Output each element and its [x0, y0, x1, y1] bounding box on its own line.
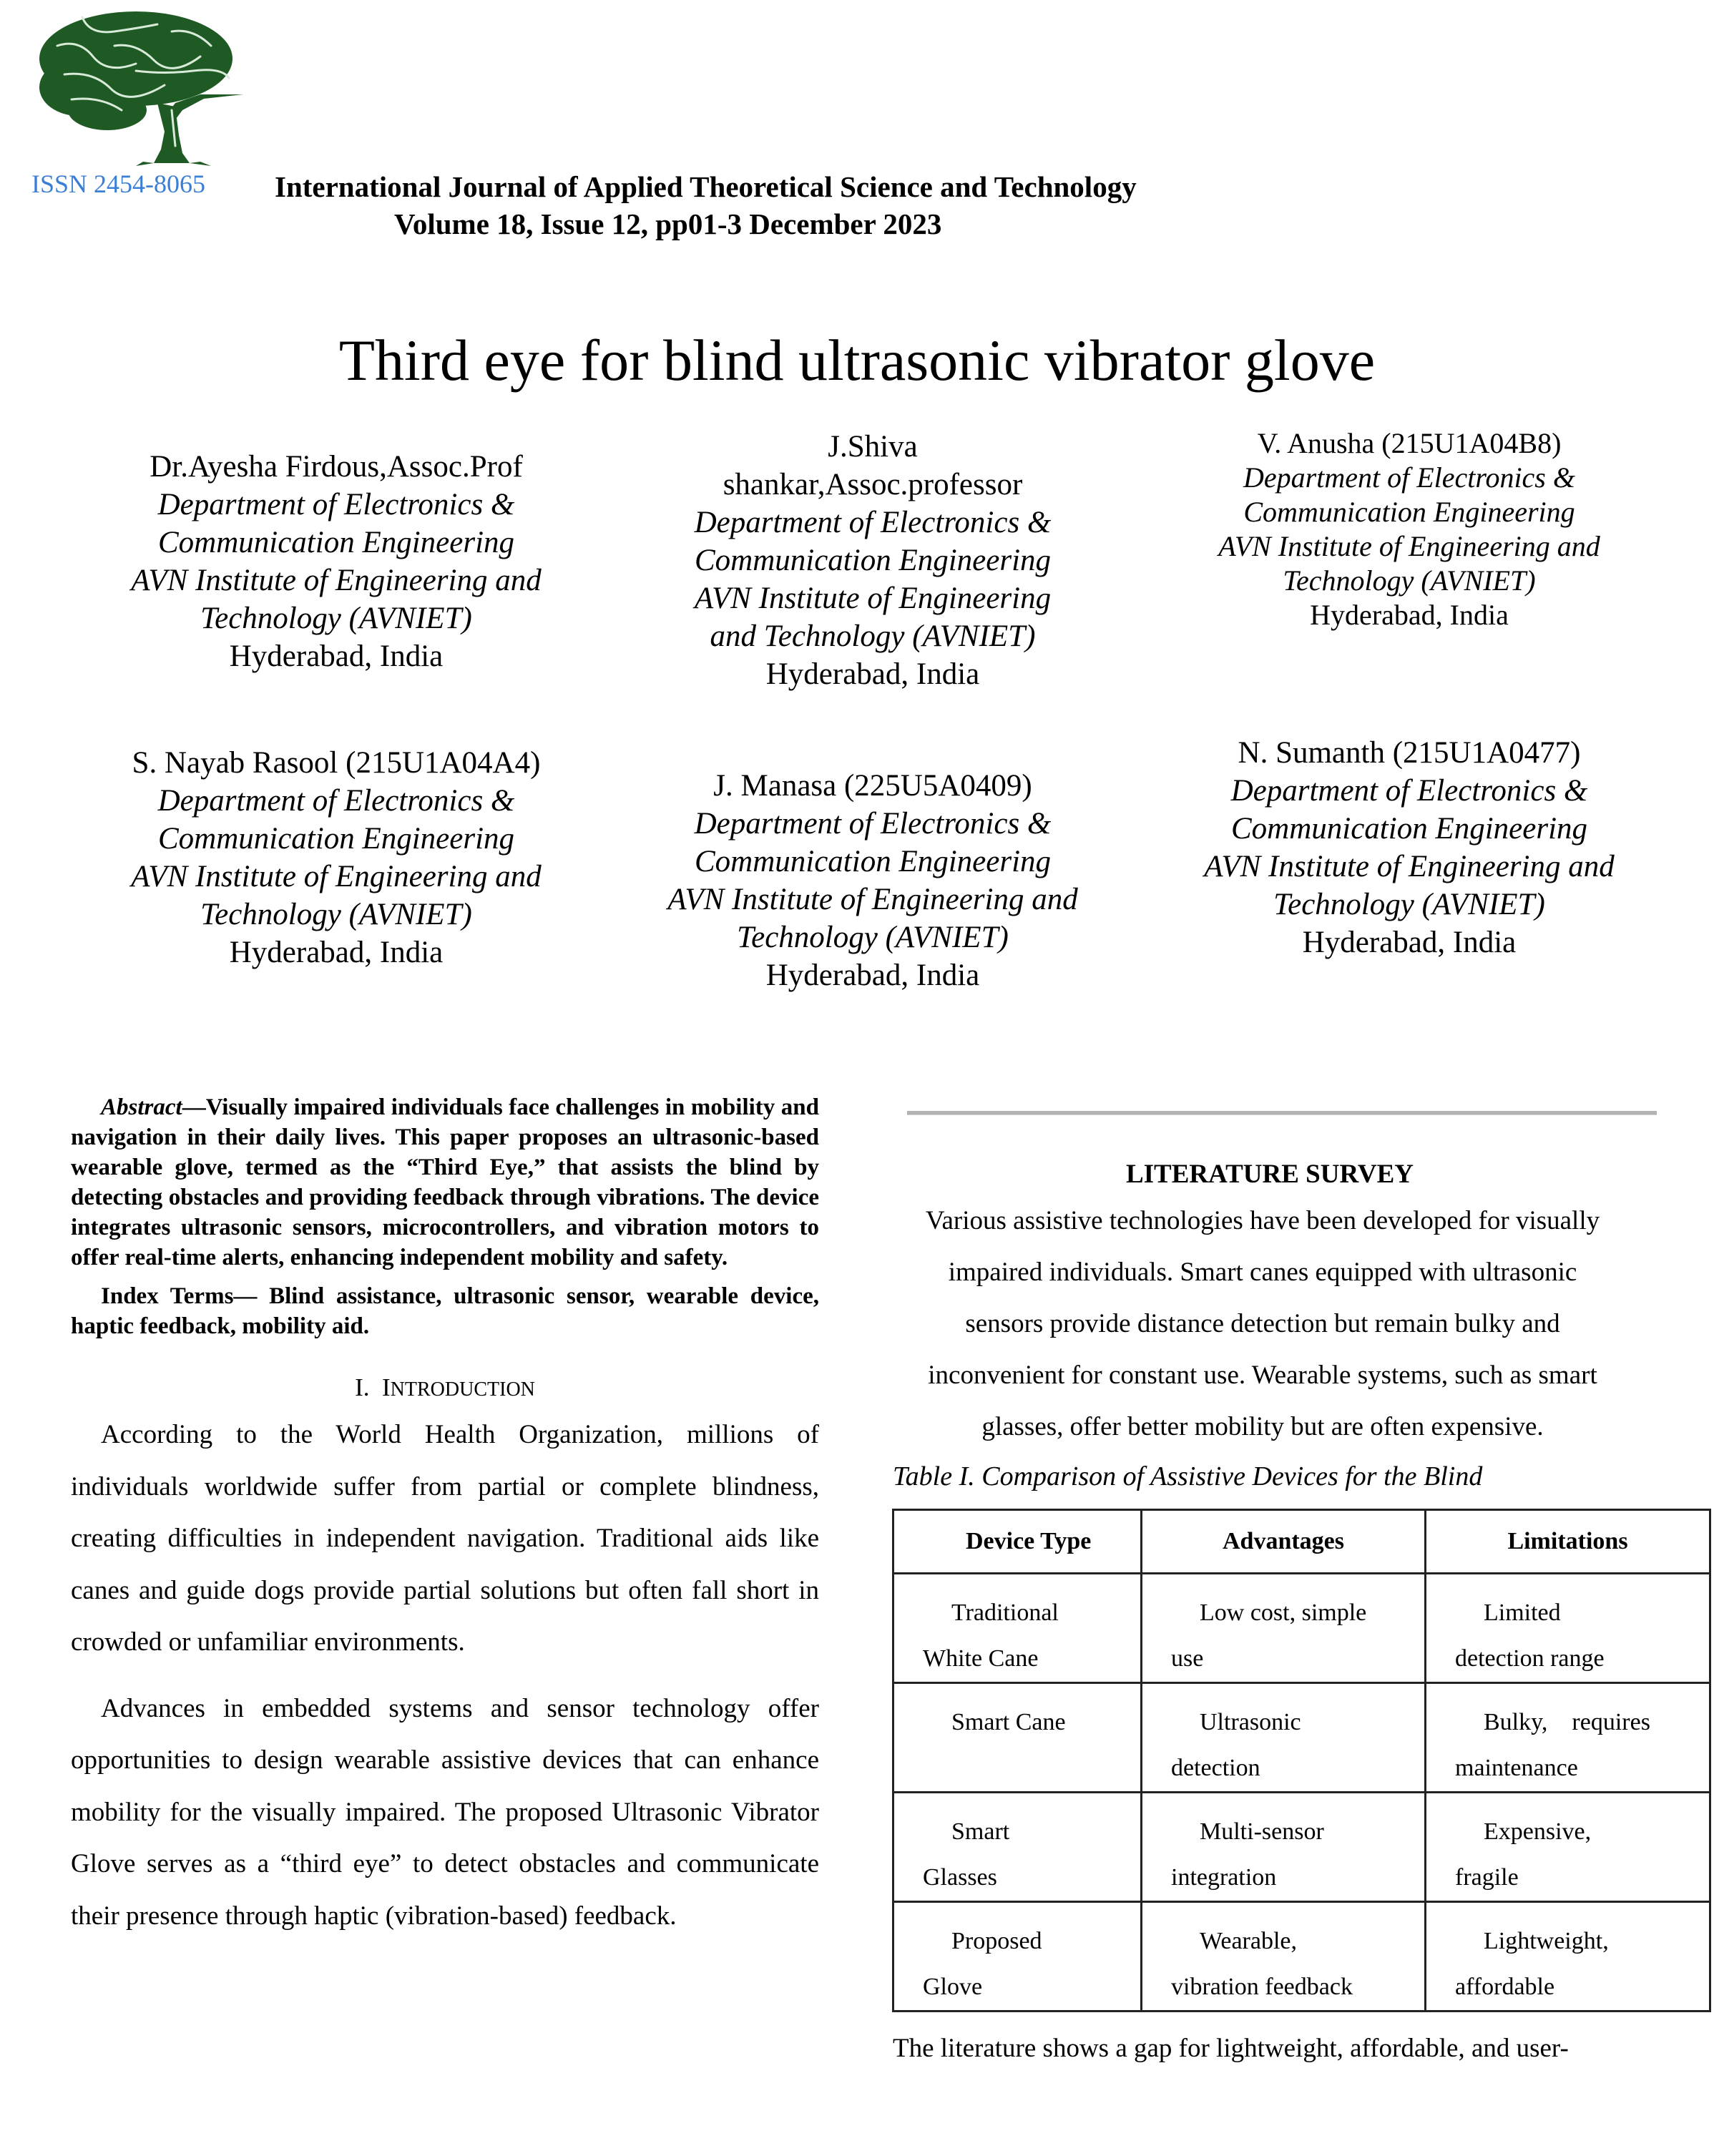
author-affiliation-line: Communication Engineering: [157, 526, 515, 559]
table-cell: [1426, 1793, 1710, 1902]
journal-volume-issue: Volume 18, Issue 12, pp01-3 December 2023: [394, 207, 942, 240]
cell-line: fragile: [1455, 1864, 1519, 1891]
cell-line: Smart: [951, 1818, 1010, 1845]
author-name: V. Anusha (215U1A04B8): [1257, 427, 1562, 459]
table-cell: [1426, 1902, 1710, 2012]
author-affiliation-line: Department of Electronics &: [1230, 774, 1588, 808]
cell-line: Glove: [923, 1974, 983, 2000]
paragraph-line: sensors provide distance detection but remain bulky and: [965, 1309, 1560, 1338]
cell-line: Expensive,: [1484, 1818, 1592, 1845]
table-cell: [1426, 1574, 1710, 1683]
cell-line: vibration feedback: [1171, 1974, 1353, 2000]
cell-line: Proposed: [951, 1928, 1042, 1954]
author-block: [608, 428, 1137, 693]
cell-line: detection: [1171, 1755, 1260, 1781]
author-affiliation-line: AVN Institute of Engineering and: [1218, 530, 1600, 562]
author-affiliation-line: AVN Institute of Engineering: [694, 582, 1052, 615]
index-terms-label: Index Terms—: [101, 1283, 258, 1309]
table-cell: [1426, 1683, 1710, 1793]
author-affiliation-line: Technology (AVNIET): [1283, 564, 1536, 597]
table-row: [893, 1574, 1710, 1683]
abstract-text: Visually impaired individuals face challenges in mobility and navigation in their daily lives. This paper proposes an ultrasonic-based wearable glove, termed as the “Third Eye,” that assists the blind by detecting obstacles and providing feedback through vibrations. The device integrates ultrasonic sensors, microcontrollers, and vibration motors to offer real-time alerts, enhancing independent mobility and safety.: [71, 1094, 819, 1270]
table-cell: [1142, 1574, 1426, 1683]
author-name: N. Sumanth (215U1A0477): [1238, 736, 1581, 770]
author-affiliation-line: AVN Institute of Engineering and: [1204, 850, 1615, 883]
author-affiliation-line: Communication Engineering: [1230, 812, 1588, 846]
cell-line: Bulky, requires: [1484, 1709, 1650, 1735]
author-affiliation-line: Department of Electronics &: [694, 506, 1052, 539]
table-cell: [893, 1902, 1142, 2012]
journal-logo: [29, 3, 258, 166]
author-affiliation-line: Technology (AVNIET): [200, 898, 472, 931]
table-cell: [1142, 1793, 1426, 1902]
paragraph-line: Various assistive technologies have been developed for visually: [925, 1206, 1600, 1235]
author-block: [1145, 734, 1674, 961]
table-caption: Table I. Comparison of Assistive Devices for the Blind: [893, 1461, 1483, 1491]
author-affiliation-line: Technology (AVNIET): [1273, 888, 1545, 921]
author-affiliation-line: AVN Institute of Engineering and: [667, 883, 1078, 916]
literature-closing-line: The literature shows a gap for lightweight, affordable, and user-: [893, 2034, 1569, 2063]
cell-line: Traditional: [951, 1599, 1059, 1626]
author-block: [72, 744, 601, 971]
literature-survey-paragraph: [876, 1195, 1649, 1453]
paragraph-text: According to the World Health Organization, millions of individuals worldwide suffer from partial or complete blindness, creating difficulties in independent navigation. Traditional aids like canes and guide dogs provide partial solutions but often fall short in crowded or unfamiliar environments.: [71, 1420, 819, 1657]
cell-line: detection range: [1455, 1645, 1605, 1672]
paragraph-line: inconvenient for constant use. Wearable systems, such as smart: [928, 1361, 1597, 1390]
intro-paragraph: [71, 1409, 819, 1669]
index-terms: [71, 1281, 819, 1341]
author-affiliation-line: AVN Institute of Engineering and: [131, 860, 542, 893]
author-affiliation-line: Technology (AVNIET): [737, 921, 1009, 954]
cell-line: affordable: [1455, 1974, 1555, 2000]
cell-line: use: [1171, 1645, 1204, 1672]
table-row: [893, 1793, 1710, 1902]
author-affiliation-line: Communication Engineering: [1243, 496, 1575, 528]
cell-line: Smart Cane: [951, 1709, 1066, 1735]
comparison-table: [892, 1509, 1711, 2012]
section-number: I.: [355, 1373, 370, 1401]
author-block: [1145, 426, 1674, 632]
table-row: [893, 1683, 1710, 1793]
author-name: S. Nayab Rasool (215U1A04A4): [132, 746, 541, 780]
author-block: [72, 448, 601, 675]
section-title-initial: I: [382, 1373, 391, 1401]
column-header: Device Type: [893, 1510, 1142, 1574]
right-column: [876, 1111, 1714, 2067]
paper-title: Third eye for blind ultrasonic vibrator glove: [338, 328, 1376, 393]
author-location: Hyderabad, India: [765, 657, 980, 691]
author-name: Dr.Ayesha Firdous,Assoc.Prof: [150, 450, 523, 484]
author-affiliation-line: AVN Institute of Engineering and: [131, 564, 542, 597]
paragraph-line: glasses, offer better mobility but are often expensive.: [981, 1412, 1544, 1441]
author-location: Hyderabad, India: [229, 640, 444, 673]
author-affiliation-line: Communication Engineering: [694, 845, 1052, 878]
author-location: Hyderabad, India: [1310, 599, 1509, 631]
author-affiliation-line: Communication Engineering: [694, 544, 1052, 577]
issn-label: ISSN 2454-8065: [31, 170, 206, 198]
column-header: Limitations: [1426, 1510, 1710, 1574]
abstract: [71, 1092, 819, 1273]
horizontal-rule: [907, 1111, 1657, 1115]
author-affiliation-line: Department of Electronics &: [694, 807, 1052, 841]
column-header: Advantages: [1142, 1510, 1426, 1574]
section-heading-literature-survey: LITERATURE SURVEY: [1125, 1160, 1414, 1189]
table-cell: [893, 1793, 1142, 1902]
author-affiliation-line: and Technology (AVNIET): [710, 619, 1036, 653]
abstract-dash: —: [182, 1094, 206, 1120]
table-cell: [893, 1574, 1142, 1683]
table-row: [893, 1902, 1710, 2012]
left-column: [71, 1092, 819, 1942]
author-name: J.Shiva: [828, 430, 918, 464]
table-cell: [893, 1683, 1142, 1793]
table-header-row: [893, 1510, 1710, 1574]
cell-line: integration: [1171, 1864, 1277, 1891]
cell-line: White Cane: [923, 1645, 1039, 1672]
author-title: shankar,Assoc.professor: [723, 468, 1023, 501]
author-location: Hyderabad, India: [1302, 926, 1517, 959]
cell-line: Ultrasonic: [1200, 1709, 1301, 1735]
tree-brain-logo-icon: [29, 3, 258, 166]
journal-name: International Journal of Applied Theoretical Science and Technology: [275, 170, 1137, 203]
author-affiliation-line: Communication Engineering: [157, 822, 515, 856]
table-cell: [1142, 1902, 1426, 2012]
author-name: J. Manasa (225U5A0409): [713, 769, 1032, 803]
cell-line: Multi-sensor: [1200, 1818, 1324, 1845]
abstract-label: Abstract: [101, 1094, 182, 1120]
table-cell: [1142, 1683, 1426, 1793]
author-location: Hyderabad, India: [229, 936, 444, 969]
author-affiliation-line: Department of Electronics &: [157, 488, 515, 521]
author-block: [608, 767, 1137, 994]
author-affiliation-line: Department of Electronics &: [1243, 461, 1575, 494]
paragraph-text: Advances in embedded systems and sensor technology offer opportunities to design wearable assistive devices that can enhance mobility for the visually impaired. The proposed Ultrasonic Vibrator Glove serves as a “third eye” to detect obstacles and communicate their presence through haptic (vibration-based) feedback.: [71, 1693, 819, 1931]
index-terms-text: Blind assistance, ultrasonic sensor, wearable device, haptic feedback, mobility aid.: [71, 1283, 819, 1339]
cell-line: Lightweight,: [1484, 1928, 1609, 1954]
paragraph-line: impaired individuals. Smart canes equipped with ultrasonic: [948, 1258, 1577, 1287]
cell-line: maintenance: [1455, 1755, 1578, 1781]
section-title-rest: NTRODUCTION: [390, 1378, 535, 1401]
cell-line: Low cost, simple: [1200, 1599, 1367, 1626]
cell-line: Glasses: [923, 1864, 997, 1891]
author-affiliation-line: Department of Electronics &: [157, 784, 515, 818]
author-affiliation-line: Technology (AVNIET): [200, 602, 472, 635]
cell-line: Wearable,: [1200, 1928, 1297, 1954]
author-location: Hyderabad, India: [765, 959, 980, 992]
cell-line: Limited: [1484, 1599, 1561, 1626]
section-heading-introduction: [71, 1370, 819, 1408]
intro-paragraph: [71, 1683, 819, 1943]
